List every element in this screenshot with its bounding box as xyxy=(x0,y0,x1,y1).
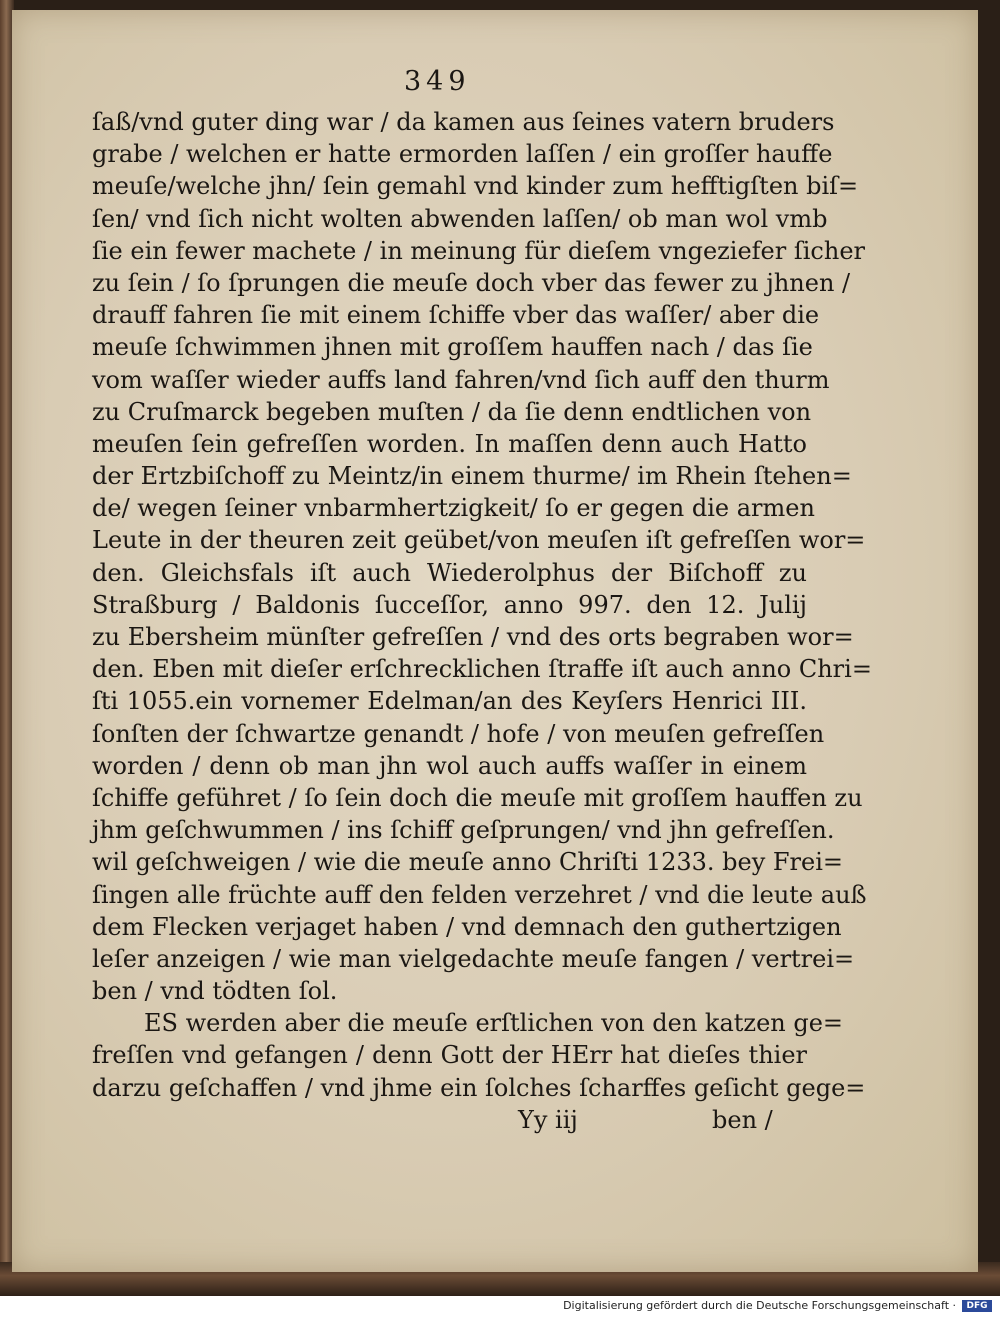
text-line: ſaß/vnd guter ding war / da kamen aus ſeines vatern bruders xyxy=(92,108,835,136)
text-line: ſti 1055.ein vornemer Edelman/an des Keyſers Henrici III. xyxy=(92,687,807,716)
text-line: meuſe/welche jhn/ ſein gemahl vnd kinder zum hefftigſten biſ= xyxy=(92,172,859,201)
text-line: drauff fahren ſie mit einem ſchiffe vber das waſſer/ aber die xyxy=(92,301,820,330)
text-line: zu Cruſmarck begeben muſten / da ſie denn endtlichen von xyxy=(92,397,812,426)
text-line: zu Ebersheim münſter gefreſſen / vnd des orts begraben wor= xyxy=(92,623,854,651)
text-line: meuſe ſchwimmen jhnen mit groſſem hauffen nach / das ſie xyxy=(92,333,813,362)
signature-line xyxy=(92,1104,807,1136)
text-line: ben / vnd tödten ſol. xyxy=(92,977,338,1006)
page-number: 349 xyxy=(404,66,471,97)
text-line: de/ wegen ſeiner vnbarmhertzigkeit/ ſo er gegen die armen xyxy=(92,494,815,523)
text-line: darzu geſchaffen / vnd jhme ein ſolches ſcharffes geſicht gege= xyxy=(92,1073,866,1102)
text-line: ſen/ vnd ſich nicht wolten abwenden laſſen/ ob man wol vmb xyxy=(92,204,828,233)
text-line: vom waſſer wieder auffs land fahren/vnd ſich auff den thurm xyxy=(92,365,830,394)
text-line: grabe / welchen er hatte ermorden laſſen / ein groſſer hauffe xyxy=(92,140,833,169)
dfg-logo: DFG xyxy=(962,1300,992,1312)
funding-credit: Digitalisierung gefördert durch die Deutsche Forschungsgemeinschaft · xyxy=(563,1299,956,1312)
signature-mark: Yy iij xyxy=(518,1105,578,1134)
text-line: meuſen ſein gefreſſen worden. In maſſen denn auch Hatto xyxy=(92,429,807,458)
text-line: zu ſein / ſo ſprungen die meuſe doch vber das fewer zu jhnen / xyxy=(92,268,851,297)
text-line: leſer anzeigen / wie man vielgedachte meuſe fangen / vertrei= xyxy=(92,944,855,973)
text-line: freſſen vnd gefangen / denn Gott der HErr hat dieſes thier xyxy=(92,1041,807,1070)
text-line: der Ertzbiſchoff zu Meintz/in einem thurme/ im Rhein ſtehen= xyxy=(92,462,852,491)
text-line: dem Flecken verjaget haben / vnd demnach den guthertzigen xyxy=(92,912,842,941)
text-line: den. Eben mit dieſer erſchrecklichen ſtraffe iſt auch anno Chri= xyxy=(92,655,872,684)
text-line: ſonſten der ſchwartze genandt / hofe / von meuſen gefreſſen xyxy=(92,719,825,748)
text-line: worden / denn ob man jhn wol auch auffs waſſer in einem xyxy=(92,751,807,780)
text-line: den. Gleichsfals iſt auch Wiederolphus der Biſchoff zu xyxy=(92,558,807,587)
text-line: jhm geſchwummen / ins ſchiff geſprungen/ vnd jhn gefreſſen. xyxy=(92,816,835,845)
text-line: ſie ein fewer machete / in meinung für dieſem vngeziefer ſicher xyxy=(92,236,865,265)
text-line: Leute in der theuren zeit geübet/von meuſen iſt gefreſſen wor= xyxy=(92,526,866,555)
text-line: ſingen alle früchte auff den felden verzehret / vnd die leute auß xyxy=(92,880,867,909)
text-line: wil geſchweigen / wie die meuſe anno Chriſti 1233. bey Frei= xyxy=(92,848,844,877)
paper-page xyxy=(12,10,978,1272)
text-line: ſchiffe geführet / ſo ſein doch die meuſe mit groſſem hauffen zu xyxy=(92,783,863,812)
text-line: Straßburg / Baldonis ſucceſſor, anno 997. den 12. Julij xyxy=(92,590,807,619)
body-text xyxy=(92,106,872,1136)
text-line: ES werden aber die meuſe erſtlichen von den katzen ge= xyxy=(144,1009,844,1038)
footer-bar xyxy=(0,1296,1000,1317)
catchword: ben / xyxy=(712,1105,773,1134)
